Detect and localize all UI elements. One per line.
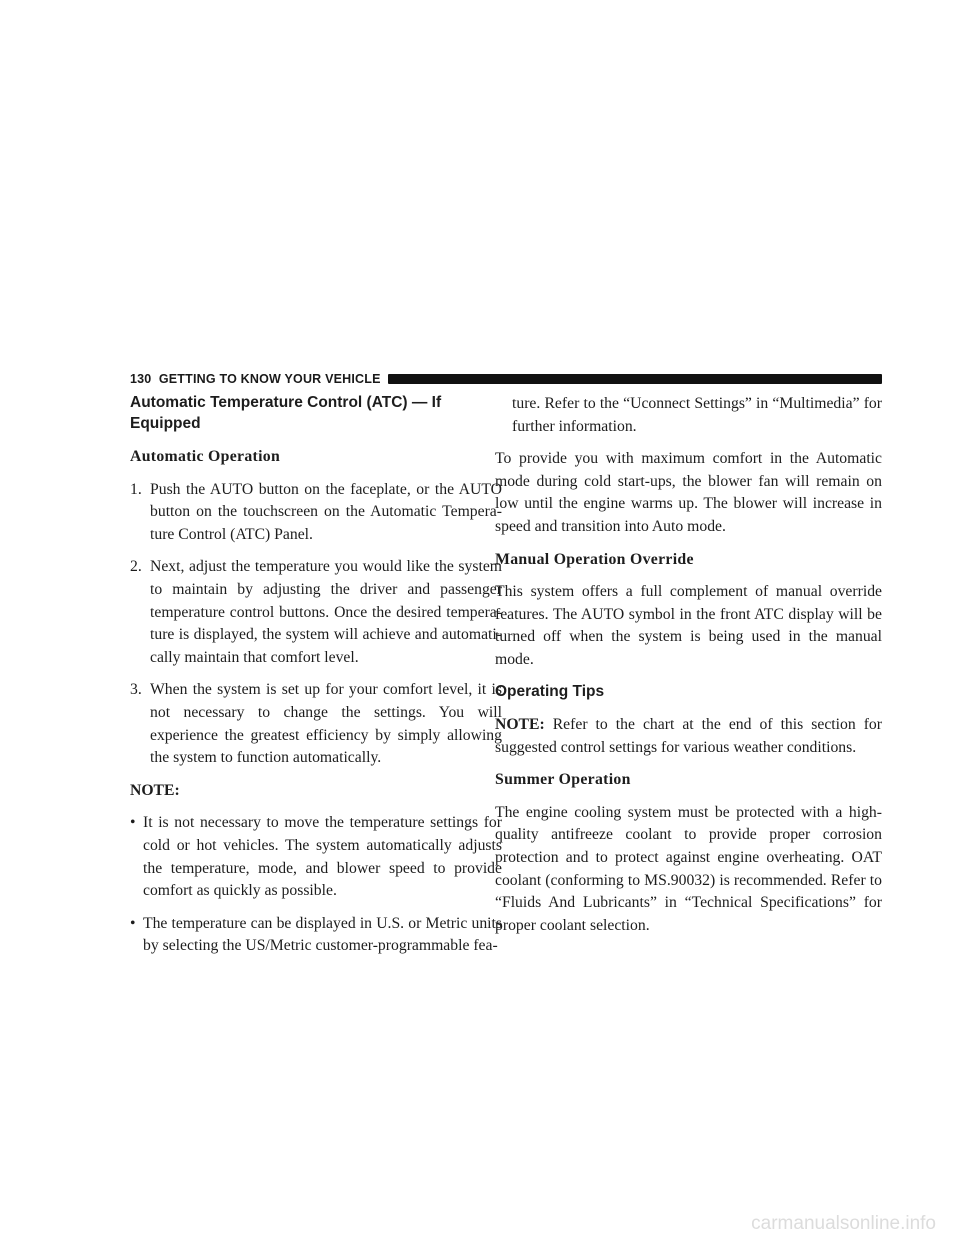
summer-paragraph: The engine cooling system must be protected with a high-quality antifreeze coolant to provide proper corrosion protection and to protect against engine overheating. OAT coolant (conforming to MS.90032) is recommended. Refer to “Fluids And Lubricants” in “Technical Specifications” for proper coolant selection. [495, 803, 882, 934]
section-title-atc: Automatic Temperature Control (ATC) — If Equipped [130, 394, 442, 432]
running-header [130, 371, 882, 387]
bullet-dot-icon: • [130, 814, 136, 832]
left-column [130, 393, 502, 968]
bullet-item [130, 913, 502, 958]
step-number: 2. [130, 558, 142, 576]
step-text: Next, adjust the temperature you would like the system to maintain by adjusting the driver and passenger temperature control buttons. Once the desired tempera- ture is displayed, the system will achieve and automati- cally maintain that comfort level. [150, 558, 502, 666]
page-number: 130 [130, 372, 152, 386]
step-text: When the system is set up for your comfort level, it is not necessary to change the settings. You will experience the greatest efficiency by simply allowing the system to function automatically. [150, 681, 502, 767]
section-title-operating-tips: Operating Tips [495, 682, 605, 700]
step-item [130, 679, 502, 769]
heading-automatic-operation: Automatic Operation [130, 448, 281, 465]
bullet-text: It is not necessary to move the temperature settings for cold or hot vehicles. The system automatically adjusts the temperature, mode, and blower speed to provide comfort as quickly as possible. [143, 814, 502, 900]
bullet-continuation: ture. Refer to the “Uconnect Settings” in “Multimedia” for further information. [512, 395, 882, 435]
manual-paragraph: This system offers a full complement of manual override features. The AUTO symbol in the front ATC display will be turned off when the system is being used in the manual mode. [495, 583, 882, 668]
right-column [495, 393, 882, 947]
bullet-dot-icon: • [130, 914, 136, 932]
tips-note-text: Refer to the chart at the end of this section for suggested control settings for various weather conditions. [495, 716, 882, 756]
note-label: NOTE: [130, 781, 180, 799]
heading-summer-operation: Summer Operation [495, 771, 631, 789]
tips-note-label: NOTE: [495, 716, 545, 734]
step-number: 1. [130, 480, 142, 498]
heading-manual-override: Manual Operation Override [495, 550, 694, 568]
step-item [130, 479, 502, 547]
comfort-paragraph: To provide you with maximum comfort in the Automatic mode during cold start-ups, the blower fan will remain on low until the engine warms up. The blower will increase in speed and transition into Auto mode. [495, 450, 882, 535]
section-name: GETTING TO KNOW YOUR VEHICLE [158, 372, 381, 386]
step-item [130, 556, 502, 669]
bullet-item [130, 812, 502, 902]
tips-note [495, 714, 882, 759]
bullet-text: The temperature can be displayed in U.S. or Metric units by selecting the US/Metric customer-programmable fea- [143, 914, 502, 955]
step-number: 3. [130, 681, 142, 699]
watermark: carmanualsonline.info [751, 1213, 936, 1234]
header-rule [388, 374, 882, 384]
page-header-text [130, 372, 381, 386]
step-text: Push the AUTO button on the faceplate, or the AUTO button on the touchscreen on the Automatic Tempera- ture Control (ATC) Panel. [150, 480, 502, 543]
